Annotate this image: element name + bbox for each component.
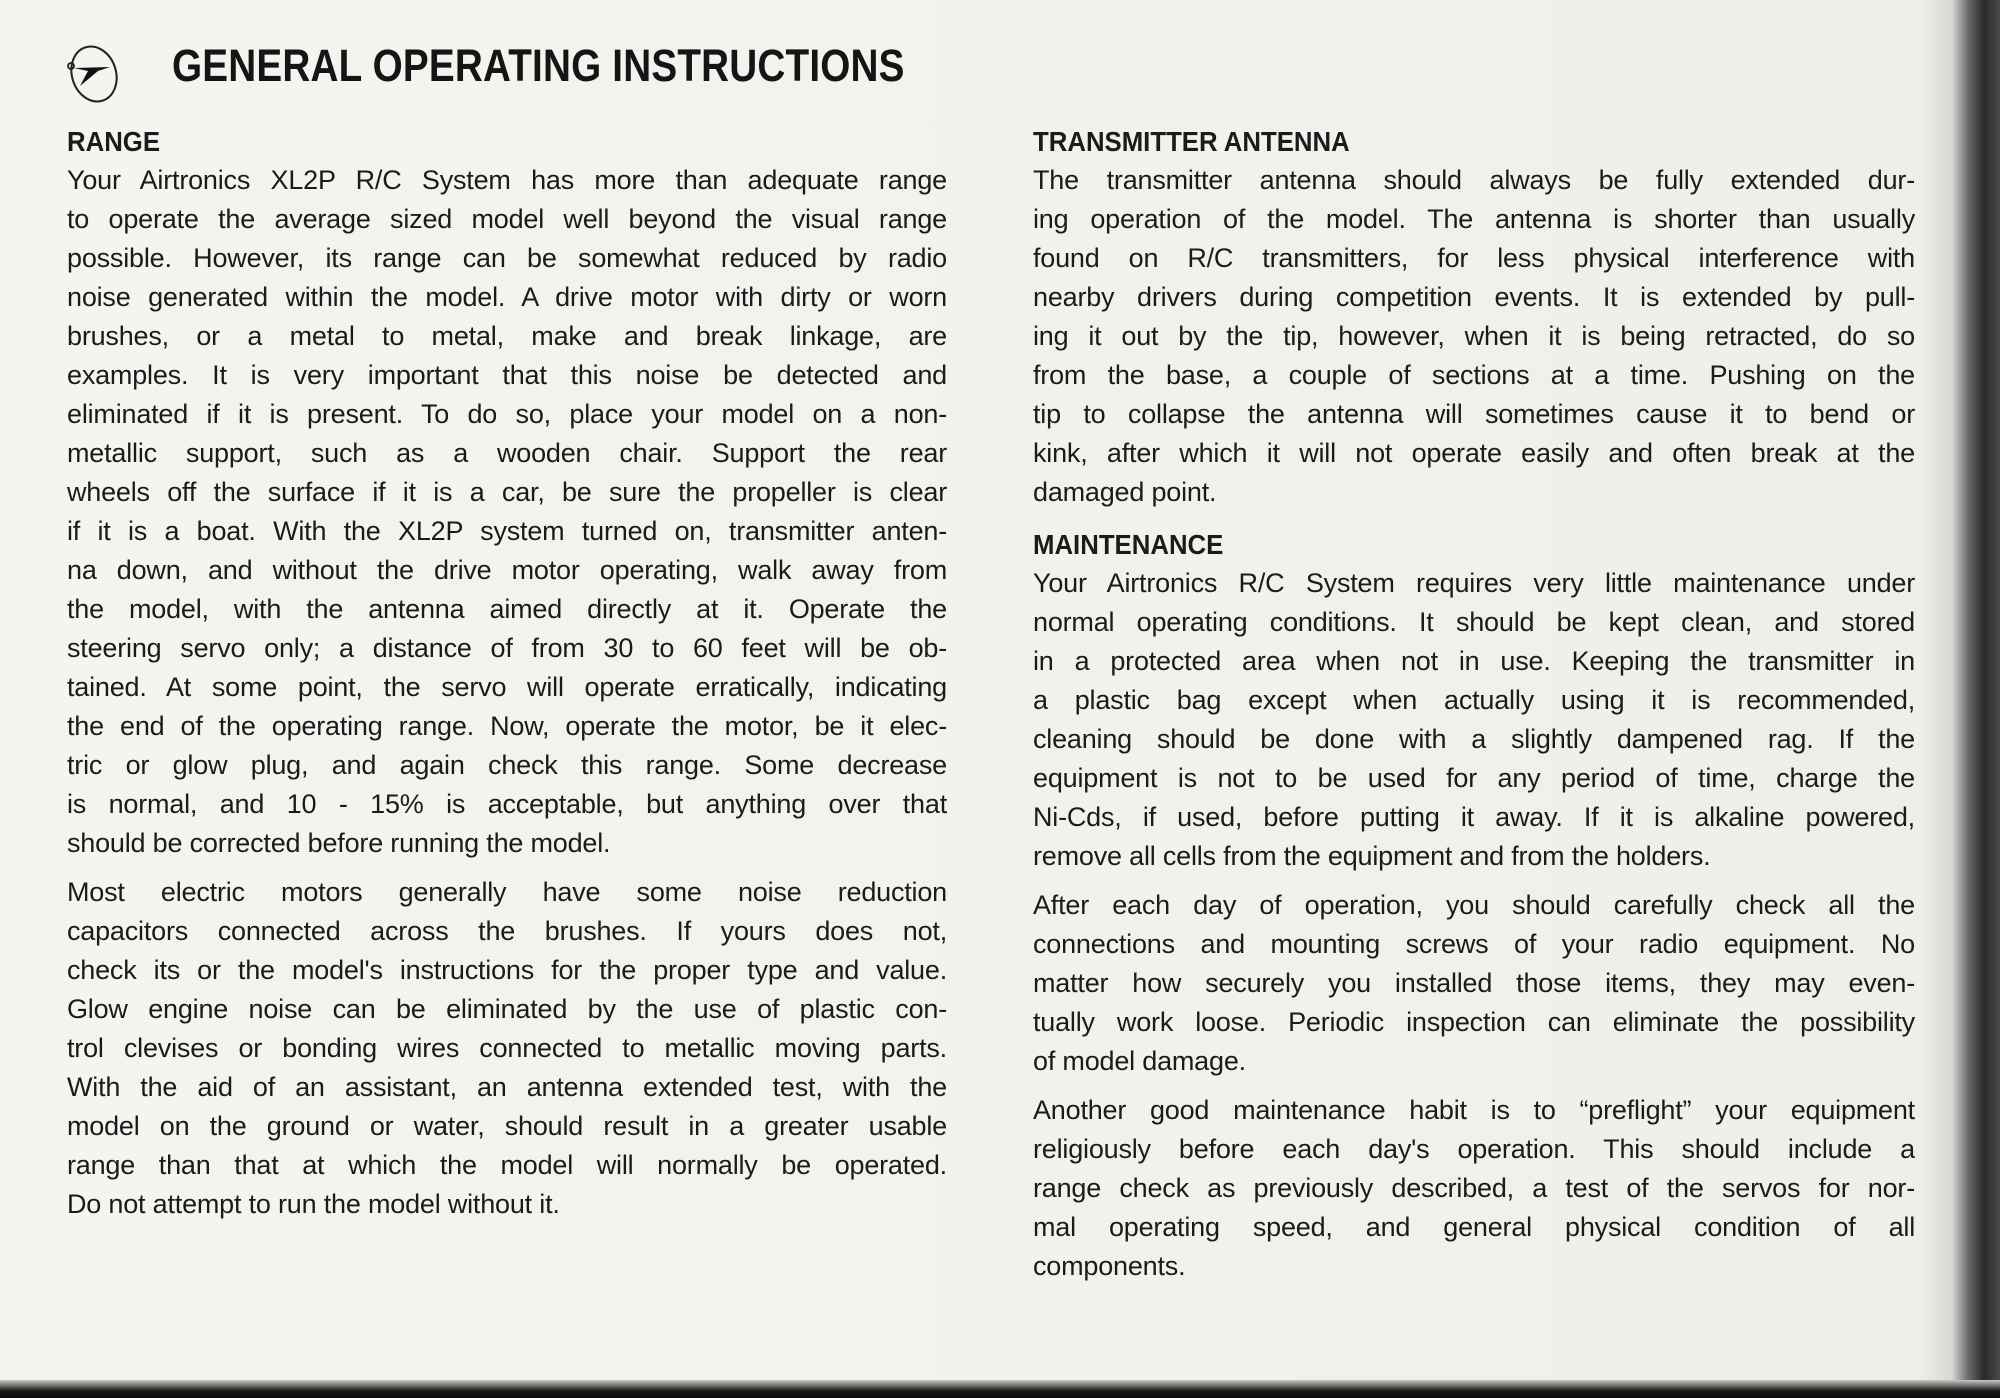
text-line: steering servo only; a distance of from 30 to 60 feet will be ob-	[67, 633, 947, 663]
text-line: Glow engine noise can be eliminated by the use of plastic con-	[67, 994, 947, 1024]
text-line: model on the ground or water, should result in a greater usable	[67, 1111, 947, 1141]
paragraph	[67, 873, 947, 1224]
left-column	[67, 122, 947, 1224]
text-line: components.	[1033, 1251, 1186, 1281]
text-line: na down, and without the drive motor operating, walk away from	[67, 555, 947, 585]
text-line: Do not attempt to run the model without it.	[67, 1189, 560, 1219]
paragraph	[1033, 161, 1915, 512]
text-line: kink, after which it will not operate easily and often break at the	[1033, 438, 1915, 468]
text-line: brushes, or a metal to metal, make and break linkage, are	[67, 321, 947, 351]
text-line: the end of the operating range. Now, operate the motor, be it elec-	[67, 711, 947, 741]
text-line: trol clevises or bonding wires connected to metallic moving parts.	[67, 1033, 947, 1063]
text-line: tained. At some point, the servo will operate erratically, indicating	[67, 672, 947, 702]
text-line: matter how securely you installed those items, they may even-	[1033, 968, 1915, 998]
text-line: With the aid of an assistant, an antenna extended test, with the	[67, 1072, 947, 1102]
text-line: After each day of operation, you should carefully check all the	[1033, 890, 1915, 920]
text-line: tip to collapse the antenna will sometimes cause it to bend or	[1033, 399, 1915, 429]
text-line: check its or the model's instructions for the proper type and value.	[67, 955, 947, 985]
text-line: tric or glow plug, and again check this range. Some decrease	[67, 750, 947, 780]
text-line: examples. It is very important that this noise be detected and	[67, 360, 947, 390]
text-line: mal operating speed, and general physical condition of all	[1033, 1212, 1915, 1242]
airplane-circle-logo-icon	[64, 42, 124, 106]
paragraph	[1033, 886, 1915, 1081]
text-line: Your Airtronics XL2P R/C System has more than adequate range	[67, 165, 947, 195]
section-heading: MAINTENANCE	[1033, 529, 1224, 560]
text-line: eliminated if it is present. To do so, place your model on a non-	[67, 399, 947, 429]
paragraph	[1033, 564, 1915, 876]
text-line: of model damage.	[1033, 1046, 1246, 1076]
text-line: connections and mounting screws of your radio equipment. No	[1033, 929, 1915, 959]
text-line: noise generated within the model. A drive motor with dirty or worn	[67, 282, 947, 312]
text-line: capacitors connected across the brushes. If yours does not,	[67, 916, 947, 946]
text-line: is normal, and 10 - 15% is acceptable, but anything over that	[67, 789, 947, 819]
text-line: found on R/C transmitters, for less physical interference with	[1033, 243, 1915, 273]
text-line: ing it out by the tip, however, when it is being retracted, do so	[1033, 321, 1915, 351]
paragraph	[1033, 1091, 1915, 1286]
text-line: if it is a boat. With the XL2P system turned on, transmitter anten-	[67, 516, 947, 546]
right-column	[1033, 122, 1915, 1286]
text-line: wheels off the surface if it is a car, be sure the propeller is clear	[67, 477, 947, 507]
scan-bottom-edge	[0, 1380, 2000, 1398]
text-line: the model, with the antenna aimed directly at it. Operate the	[67, 594, 947, 624]
text-line: should be corrected before running the model.	[67, 828, 611, 858]
text-line: damaged point.	[1033, 477, 1217, 507]
text-line: equipment is not to be used for any period of time, charge the	[1033, 763, 1915, 793]
text-line: Ni-Cds, if used, before putting it away. If it is alkaline powered,	[1033, 802, 1915, 832]
text-line: metallic support, such as a wooden chair. Support the rear	[67, 438, 947, 468]
text-line: Another good maintenance habit is to “preflight” your equipment	[1033, 1095, 1915, 1125]
text-line: nearby drivers during competition events. It is extended by pull-	[1033, 282, 1915, 312]
text-line: range than that at which the model will normally be operated.	[67, 1150, 947, 1180]
section-heading: RANGE	[67, 126, 161, 157]
text-line: ing operation of the model. The antenna is shorter than usually	[1033, 204, 1915, 234]
text-line: in a protected area when not in use. Keeping the transmitter in	[1033, 646, 1915, 676]
text-line: cleaning should be done with a slightly dampened rag. If the	[1033, 724, 1915, 754]
text-line: tually work loose. Periodic inspection can eliminate the possibility	[1033, 1007, 1915, 1037]
text-line: a plastic bag except when actually using it is recommended,	[1033, 685, 1915, 715]
text-line: The transmitter antenna should always be fully extended dur-	[1033, 165, 1915, 195]
text-line: Your Airtronics R/C System requires very little maintenance under	[1033, 568, 1915, 598]
text-line: from the base, a couple of sections at a time. Pushing on the	[1033, 360, 1915, 390]
text-line: religiously before each day's operation. This should include a	[1033, 1134, 1915, 1164]
text-line: Most electric motors generally have some noise reduction	[67, 877, 947, 907]
page-title: GENERAL OPERATING INSTRUCTIONS	[172, 40, 905, 91]
text-line: to operate the average sized model well beyond the visual range	[67, 204, 947, 234]
text-line: remove all cells from the equipment and from the holders.	[1033, 841, 1711, 871]
text-line: range check as previously described, a test of the servos for nor-	[1033, 1173, 1915, 1203]
section-heading: TRANSMITTER ANTENNA	[1033, 126, 1350, 157]
paragraph	[67, 161, 947, 863]
text-line: possible. However, its range can be somewhat reduced by radio	[67, 243, 947, 273]
text-line: normal operating conditions. It should be kept clean, and stored	[1033, 607, 1915, 637]
